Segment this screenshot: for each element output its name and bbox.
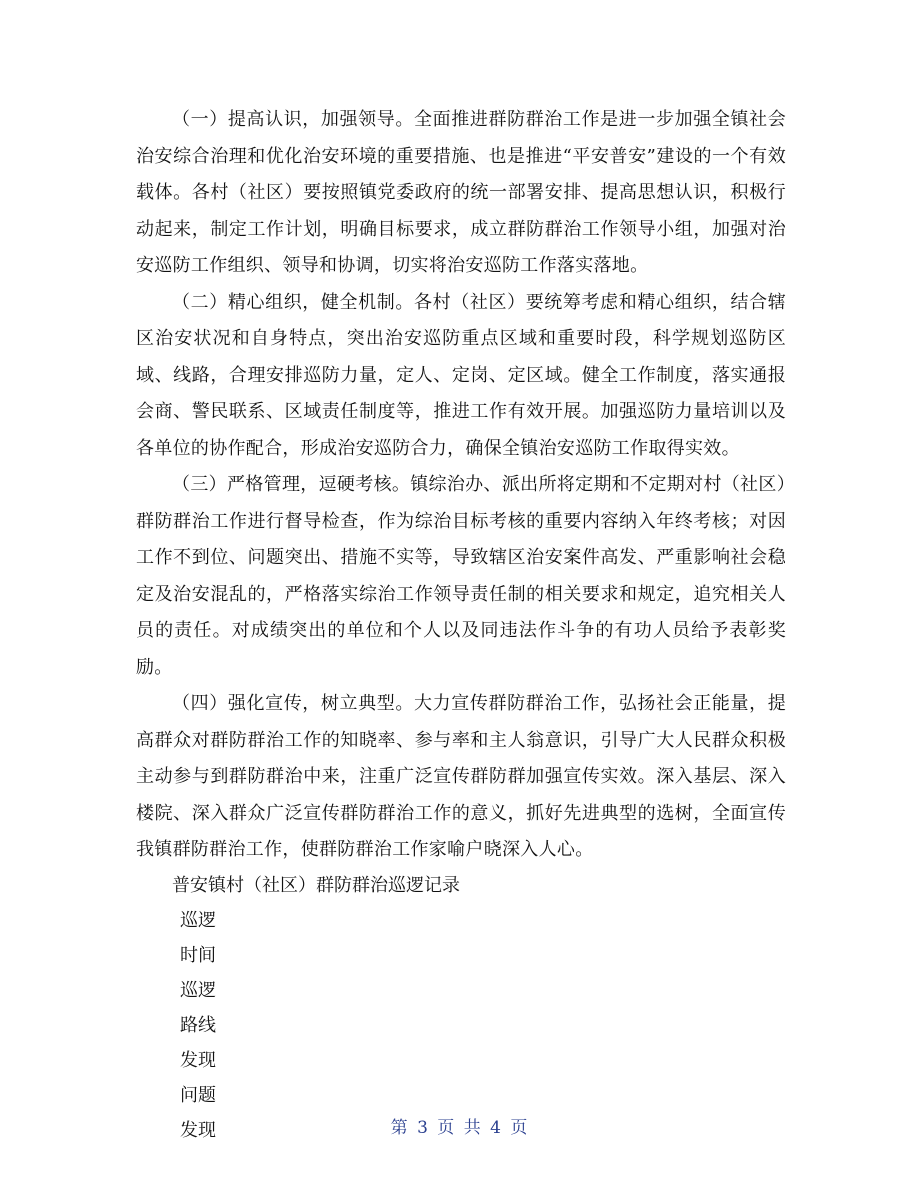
record-title: 普安镇村（社区）群防群治巡逻记录 — [172, 874, 460, 896]
record-field-patrol: 巡逻 — [180, 909, 216, 931]
record-field-found-2: 发现 — [180, 1119, 216, 1141]
record-field-route: 路线 — [180, 1014, 216, 1036]
paragraph-1: （一）提高认识，加强领导。全面推进群防群治工作是进一步加强全镇社会治安综合治理和优化治安环境的重要措施、也是推进“平安普安”建设的一个有效载体。各村（社区）要按照镇党委政府的统一部署安排、提高思想认识，积极行动起来，制定工作计划，明确目标要求，成立群防群治工作领导小组，加强对治安巡防工作组织、领导和协调，切实将治安巡防工作落实落地。 — [136, 109, 786, 276]
paragraph-2: （二）精心组织，健全机制。各村（社区）要统筹考虑和精心组织，结合辖区治安状况和自身特点，突出治安巡防重点区域和重要时段，科学规划巡防区域、线路，合理安排巡防力量，定人、定岗、定区域。健全工作制度，落实通报会商、警民联系、区域责任制度等，推进工作有效开展。加强巡防力量培训以及各单位的协作配合，形成治安巡防合力，确保全镇治安巡防工作取得实效。 — [136, 291, 786, 459]
record-field-patrol-2: 巡逻 — [180, 979, 216, 1001]
record-field-problem: 问题 — [180, 1084, 216, 1106]
record-field-found: 发现 — [180, 1049, 216, 1071]
paragraph-4: （四）强化宣传，树立典型。大力宣传群防群治工作，弘扬社会正能量，提高群众对群防群治工作的知晓率、参与率和主人翁意识，引导广大人民群众积极主动参与到群防群治中来，注重广泛宣传群防群加强宣传实效。深入基层、深入楼院、深入群众广泛宣传群防群治工作的意义，抓好先进典型的选树，全面宣传我镇群防群治工作，使群防群治工作家喻户晓深入人心。 — [136, 693, 786, 860]
document-body — [136, 102, 786, 1148]
page-number: 第 3 页 共 4 页 — [390, 1118, 530, 1138]
paragraph-3: （三）严格管理，逗硬考核。镇综治办、派出所将定期和不定期对村（社区）群防群治工作进行督导检查，作为综治目标考核的重要内容纳入年终考核；对因工作不到位、问题突出、措施不实等，导致辖区治安案件高发、严重影响社会稳定及治安混乱的，严格落实综治工作领导责任制的相关要求和规定，追究相关人员的责任。对成绩突出的单位和个人以及同违法作斗争的有功人员给予表彰奖励。 — [136, 474, 786, 678]
record-field-time: 时间 — [180, 944, 216, 966]
